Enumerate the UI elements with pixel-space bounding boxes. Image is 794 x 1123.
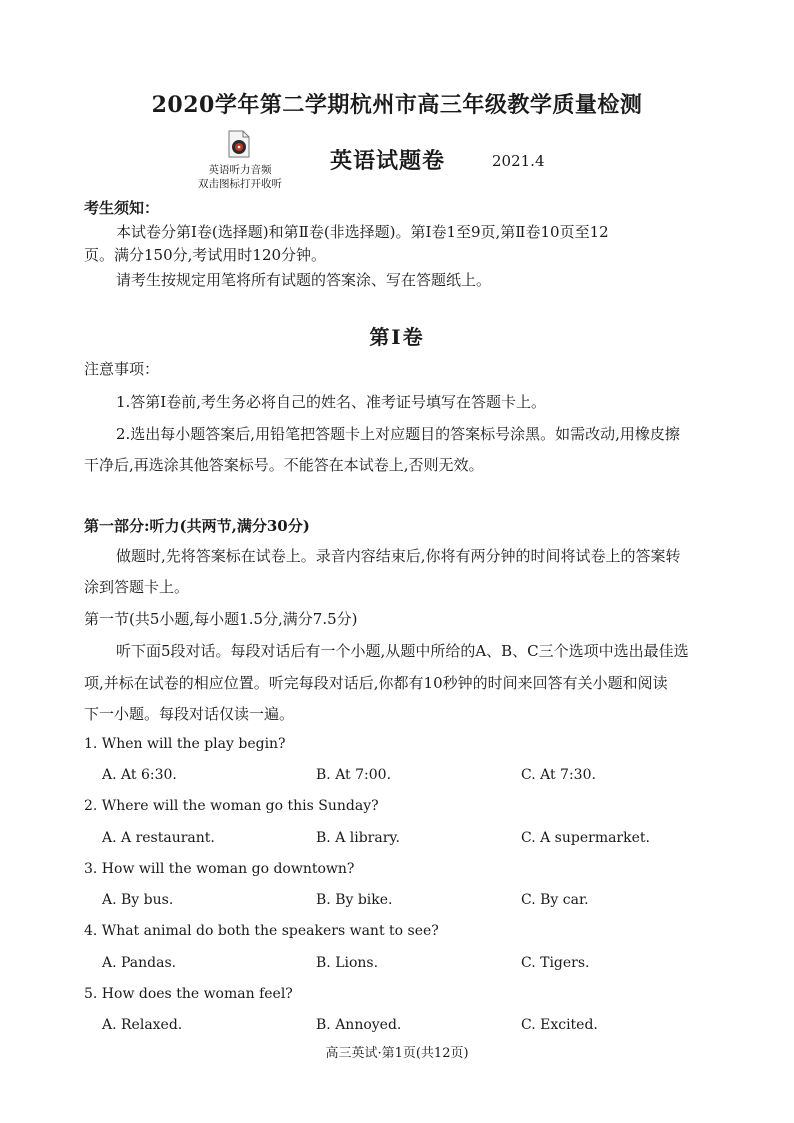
audio-caption[interactable] <box>186 163 294 191</box>
listening-intro-line-1: 做题时,先将答案标在试卷上。录音内容结束后,你将有两分钟的时间将试卷上的答案转 <box>116 547 681 565</box>
audio-caption-line-1: 英语听力音频 <box>208 164 272 176</box>
exam-subtitle: 英语试题卷 <box>330 148 446 174</box>
note-1: 1.答第Ⅰ卷前,考生务必将自己的姓名、准考证号填写在答题卡上。 <box>116 393 547 411</box>
question-2-option-c: C. A supermarket. <box>521 830 650 846</box>
notice-line-2: 页。满分150分,考试用时120分钟。 <box>84 246 327 264</box>
question-2-option-b: B. A library. <box>316 830 400 846</box>
question-1: 1. When will the play begin? <box>84 736 286 752</box>
listening-intro-line-2: 涂到答题卡上。 <box>84 578 190 596</box>
notice-heading: 考生须知： <box>84 199 160 217</box>
question-3-option-a: A. By bus. <box>102 892 174 908</box>
question-4-option-b: B. Lions. <box>316 955 379 971</box>
question-3: 3. How will the woman go downtown? <box>84 861 355 877</box>
page-footer: 高三英试·第1页(共12页) <box>325 1046 469 1061</box>
question-4-option-c: C. Tigers. <box>521 955 590 971</box>
section-one-line-1: 听下面5段对话。每段对话后有一个小题,从题中所给的A、B、C三个选项中选出最佳选 <box>116 642 689 660</box>
listening-heading: 第一部分:听力(共两节,满分30分) <box>84 517 310 535</box>
question-5-option-b: B. Annoyed. <box>316 1017 402 1033</box>
audio-file-icon[interactable] <box>228 130 250 158</box>
question-1-option-a: A. At 6:30. <box>102 767 177 783</box>
question-4: 4. What animal do both the speakers want to see? <box>84 923 439 939</box>
notes-heading: 注意事项： <box>84 360 160 378</box>
note-2-line-2: 干净后,再选涂其他答案标号。不能答在本试卷上,否则无效。 <box>84 456 484 474</box>
exam-title: 2020学年第二学期杭州市高三年级教学质量检测 <box>151 92 643 118</box>
exam-date: 2021.4 <box>492 152 545 170</box>
question-5-option-c: C. Excited. <box>521 1017 598 1033</box>
question-5: 5. How does the woman feel? <box>84 986 293 1002</box>
notice-line-3: 请考生按规定用笔将所有试题的答案涂、写在答题纸上。 <box>116 271 492 289</box>
part-one-title: 第Ⅰ卷 <box>369 325 425 349</box>
question-2-option-a: A. A restaurant. <box>102 830 215 846</box>
question-2: 2. Where will the woman go this Sunday? <box>84 798 379 814</box>
question-3-option-c: C. By car. <box>521 892 589 908</box>
section-one-line-3: 下一小题。每段对话仅读一遍。 <box>84 705 295 723</box>
question-4-option-a: A. Pandas. <box>102 955 177 971</box>
section-one-heading: 第一节(共5小题,每小题1.5分,满分7.5分) <box>84 610 358 628</box>
note-2-line-1: 2.选出每小题答案后,用铅笔把答题卡上对应题目的答案标号涂黑。如需改动,用橡皮擦 <box>116 425 680 443</box>
notice-line-1: 本试卷分第Ⅰ卷(选择题)和第Ⅱ卷(非选择题)。第Ⅰ卷1至9页,第Ⅱ卷10页至12 <box>116 223 609 241</box>
audio-caption-line-2: 双击图标打开收听 <box>198 178 282 190</box>
question-1-option-c: C. At 7:30. <box>521 767 596 783</box>
section-one-line-2: 项,并标在试卷的相应位置。听完每段对话后,你都有10秒钟的时间来回答有关小题和阅读 <box>84 674 668 692</box>
question-5-option-a: A. Relaxed. <box>102 1017 183 1033</box>
question-1-option-b: B. At 7:00. <box>316 767 392 783</box>
question-3-option-b: B. By bike. <box>316 892 393 908</box>
